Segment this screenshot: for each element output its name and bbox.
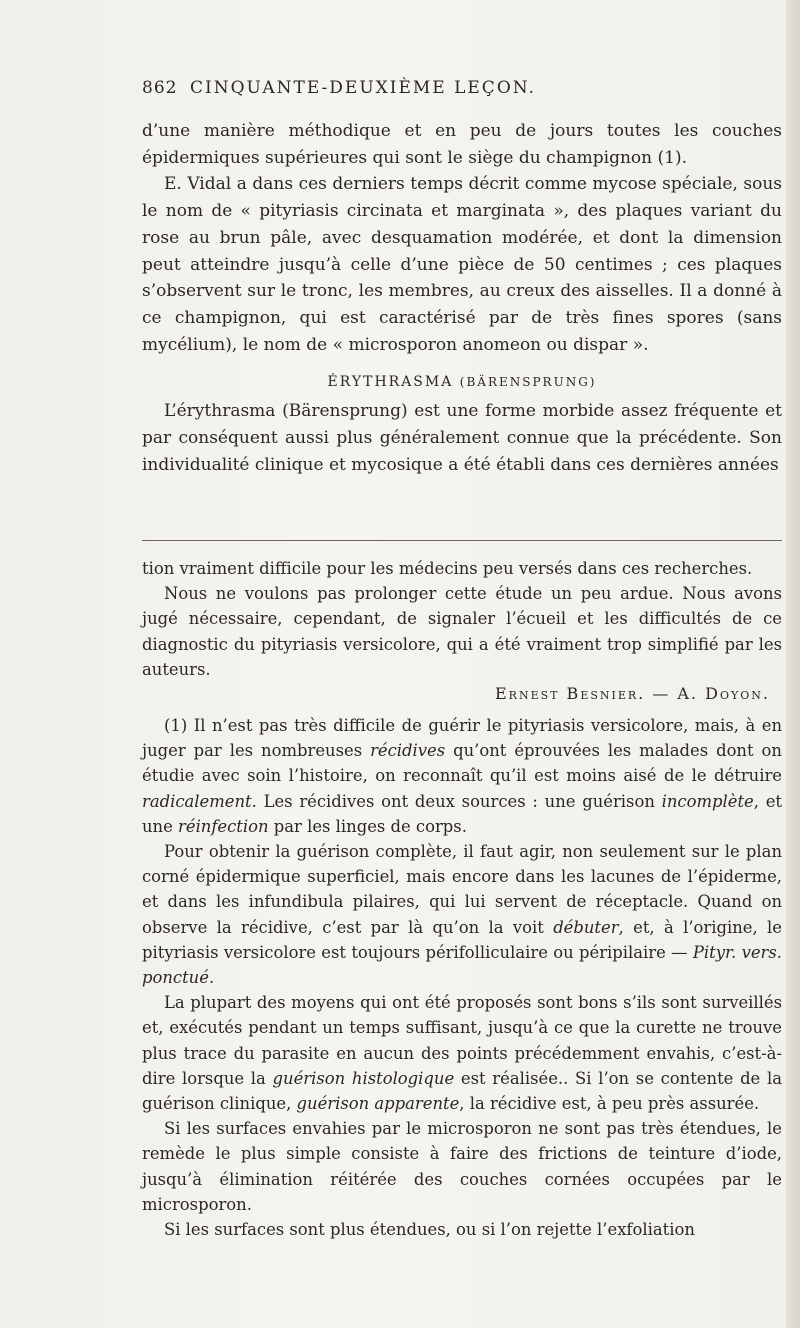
section-title: ÉRYTHRASMA <box>327 374 454 391</box>
running-title: CINQUANTE-DEUXIÈME LEÇON. <box>190 78 536 98</box>
footnote-continuation-1: tion vraiment difficile pour les médecins peu versés dans ces recherches. <box>142 559 753 578</box>
footnote-2-text-b: , et, à l’origine, le pityriasis versicolore est toujours périfolliculaire ou péripilaire — <box>142 917 782 962</box>
section-subtitle: (BÄRENSPRUNG) <box>459 375 597 390</box>
footnote-3-emphasis-1: guérison histologique <box>272 1068 455 1088</box>
footnote-1-text-c: . Les récidives ont deux sources : une guérison <box>251 791 662 811</box>
footnote-continuation-2: Nous ne voulons pas prolonger cette étude un peu ardue. Nous avons jugé nécessaire, cependant, de signaler l’écueil et les difficultés de ce diagnostic du pityriasis versicolore, qui a été vraiment trop simplifié par les auteurs. <box>142 584 782 679</box>
page-edge <box>786 0 800 1328</box>
paragraph-2: E. Vidal a dans ces derniers temps décrit comme mycose spéciale, sous le nom de « pityriasis circinata et marginata », des plaques variant du rose au brun pâle, avec desquamation modérée, et dont la dimension peut atteindre jusqu’à celle d’une pièce de 50 centimes ; ces plaques s’observent sur le tronc, les membres, au creux des aisselles. Il a donné à ce champignon, qui est caractérisé par de très fines spores (sans mycélium), le nom de « microsporon anomeon ou dispar ». <box>142 174 782 355</box>
footnote-1-emphasis-4: réinfection <box>178 816 269 836</box>
footnote-1-text-e: par les linges de corps. <box>268 816 467 836</box>
footnote-1-text-d: , et une <box>142 791 782 836</box>
footnote-1-emphasis-1: récidives <box>370 741 446 761</box>
footnote-3-text-c: , la récidive est, à peu près assurée. <box>459 1094 760 1114</box>
main-text <box>142 118 782 478</box>
footnote-1-emphasis-2: radicalement <box>142 791 252 811</box>
paragraph-1: d’une manière méthodique et en peu de jours toutes les couches épidermiques supérieures qui sont le siège du champignon (1). <box>142 121 782 168</box>
footnote-2-emphasis-2: Pityr. vers. ponctué. <box>142 942 782 988</box>
footnote-paragraph-3 <box>142 990 782 1116</box>
footnote-2-text-a: Pour obtenir la guérison complète, il faut agir, non seulement sur le plan corné épidermique superficiel, mais encore dans les lacunes de l’épiderme, et dans les infundibula pilaires, qui lui servent de réceptacle. Quand on observe la récidive, c’est par là qu’on la voit <box>142 842 782 937</box>
footnote-1-text-b: qu’ont éprouvées les malades dont on étudie avec soin l’histoire, on reconnaît qu’il est moins aisé de le détruire <box>142 741 782 786</box>
footnote-3-text-b: est réalisée.. Si l’on se contente de la guérison clinique, <box>142 1068 782 1114</box>
footnote-paragraph-2 <box>142 839 782 990</box>
footnote-1 <box>142 713 782 839</box>
paragraph-3: L’érythrasma (Bärensprung) est une forme morbide assez fréquente et par conséquent aussi plus généralement connue que la précédente. Son individualité clinique et mycosique a été établi dans ces dernières années <box>142 401 782 475</box>
footnote-1-emphasis-3: incomplète <box>661 791 754 811</box>
footnote-paragraph-5: Si les surfaces sont plus étendues, ou si l’on rejette l’exfoliation <box>164 1220 695 1240</box>
footnotes <box>142 556 782 1242</box>
page-number: 862 <box>142 78 178 98</box>
signature-text: Ernest Besnier. — A. Doyon. <box>494 684 770 704</box>
footnote-separator <box>142 540 782 541</box>
footnote-signature <box>142 684 782 703</box>
section-heading <box>142 374 782 390</box>
footnote-3-emphasis-2: guérison apparente <box>296 1094 460 1114</box>
footnote-1-text-a: (1) Il n’est pas très difficile de guérir le pityriasis versicolore, mais, à en juger par les nombreuses <box>142 716 782 761</box>
footnote-paragraph-4: Si les surfaces envahies par le microsporon ne sont pas très étendues, le remède le plus simple consiste à faire des frictions de teinture d’iode, jusqu’à élimination réitérée des couches cornées occupées par le microsporon. <box>142 1119 782 1214</box>
footnote-3-text-a: La plupart des moyens qui ont été proposés sont bons s’ils sont surveillés et, exécutés pendant un temps suffisant, jusqu’à ce que la curette ne trouve plus trace du parasite en aucun des points précédemment envahis, c’est-à-dire lorsque la <box>142 993 782 1088</box>
footnote-2-emphasis-1: débuter <box>553 917 619 937</box>
